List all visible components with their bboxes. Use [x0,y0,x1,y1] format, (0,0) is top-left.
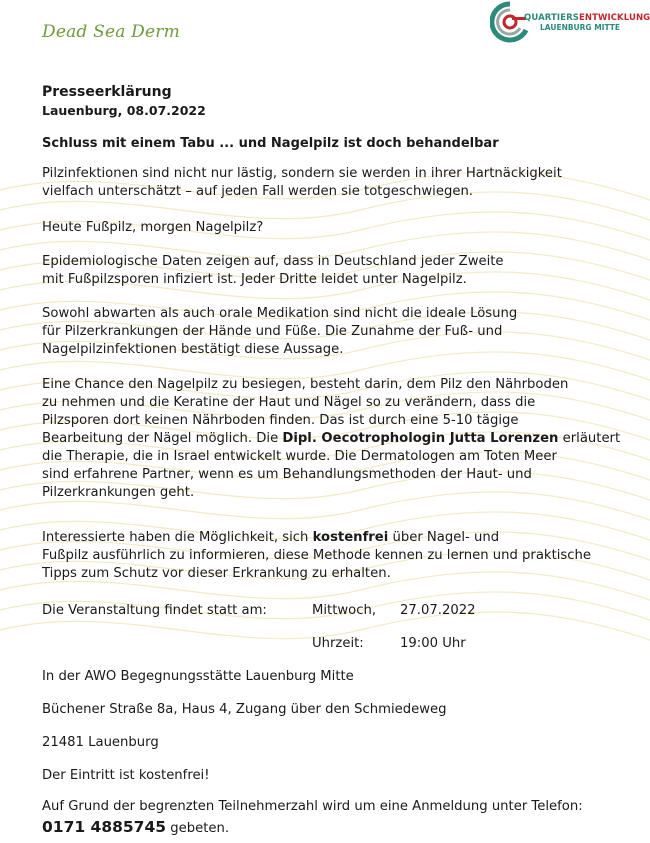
paragraph-4-line: Nagelpilzinfektionen bestätigt diese Aussage. [42,342,344,357]
registration-note: Auf Grund der begrenzten Teilnehmerzahl wird um eine Anmeldung unter Telefon: [42,799,583,814]
phone-suffix: gebeten. [166,821,230,836]
paragraph-5-line: die Therapie, die in Israel entwickelt wurde. Die Dermatologen am Toten Meer [42,449,557,464]
paragraph-5-line: Pilzerkrankungen geht. [42,485,195,500]
event-label: Die Veranstaltung findet statt am: [42,603,267,618]
paragraph-5-line: sind erfahrene Partner, wenn es um Behandlungsmethoden der Haut- und [42,467,532,482]
phone-number: 0171 4885745 [42,818,167,836]
paragraph-4-line: Sowohl abwarten als auch orale Medikation sind nicht die ideale Lösung [42,306,518,321]
event-day: Mittwoch, [312,603,377,618]
text-span: über Nagel- und [388,530,500,545]
text-span: Interessierte haben die Möglichkeit, sich [42,530,313,545]
paragraph-6-line: Tipps zum Schutz vor dieser Erkrankung zu erhalten. [42,566,391,581]
paragraph-5 [42,376,620,502]
paragraph-1 [42,165,562,201]
kostenfrei-emphasis: kostenfrei [312,530,389,545]
paragraph-5-line: Pilzsporen dort keinen Nährboden finden. Das ist durch eine 5-10 tägige [42,413,519,428]
document-type: Presseerklärung [42,84,172,100]
press-release-title: Schluss mit einem Tabu ... und Nagelpilz ist doch behandelbar [42,136,499,151]
paragraph-1-line: Pilzinfektionen sind nicht nur lästig, sondern sie werden in ihrer Hartnäckigkeit [42,166,562,181]
paragraph-6-line [42,529,591,547]
quartiersentwicklung-logo-icon [490,0,530,46]
event-street: Büchener Straße 8a, Haus 4, Zugang über den Schmiedeweg [42,702,447,717]
paragraph-2: Heute Fußpilz, morgen Nagelpilz? [42,220,264,235]
event-venue: In der AWO Begegnungsstätte Lauenburg Mitte [42,669,354,684]
dead-sea-derm-logo: Dead Sea Derm [42,22,180,42]
speaker-name: Dipl. Oecotrophologin Jutta Lorenzen [282,431,559,446]
paragraph-3-line: Epidemiologische Daten zeigen auf, dass in Deutschland jeder Zweite [42,254,504,269]
paragraph-4-line: für Pilzerkrankungen der Hände und Füße. Die Zunahme der Fuß- und [42,324,503,339]
place-date: Lauenburg, 08.07.2022 [42,103,206,118]
event-time-label: Uhrzeit: [312,636,364,651]
paragraph-6-line: Fußpilz ausführlich zu informieren, diese Methode kennen zu lernen und praktische [42,548,591,563]
paragraph-3 [42,253,504,289]
quartiersentwicklung-logo [490,0,650,48]
text-span: Bearbeitung der Nägel möglich. Die [42,431,283,446]
paragraph-5-line [42,430,620,448]
event-time: 19:00 Uhr [400,636,466,651]
logo-text-line2: LAUENBURG MITTE [540,23,620,32]
text-span: erläutert [558,431,621,446]
paragraph-5-line: zu nehmen und die Keratine der Haut und Nägel so zu verändern, dass die [42,395,536,410]
paragraph-6 [42,529,591,583]
event-date: 27.07.2022 [400,603,476,618]
logo-text-line1: QUARTIERSENTWICKLUNG [524,13,650,23]
paragraph-4 [42,305,517,359]
registration-phone-line [42,818,229,838]
paragraph-3-line: mit Fußpilzsporen infiziert ist. Jeder Dritte leidet unter Nagelpilz. [42,272,467,287]
event-entry: Der Eintritt ist kostenfrei! [42,768,210,783]
event-city: 21481 Lauenburg [42,735,159,750]
paragraph-5-line: Eine Chance den Nagelpilz zu besiegen, besteht darin, dem Pilz den Nährboden [42,377,569,392]
paragraph-1-line: vielfach unterschätzt – auf jeden Fall werden sie totgeschwiegen. [42,184,473,199]
